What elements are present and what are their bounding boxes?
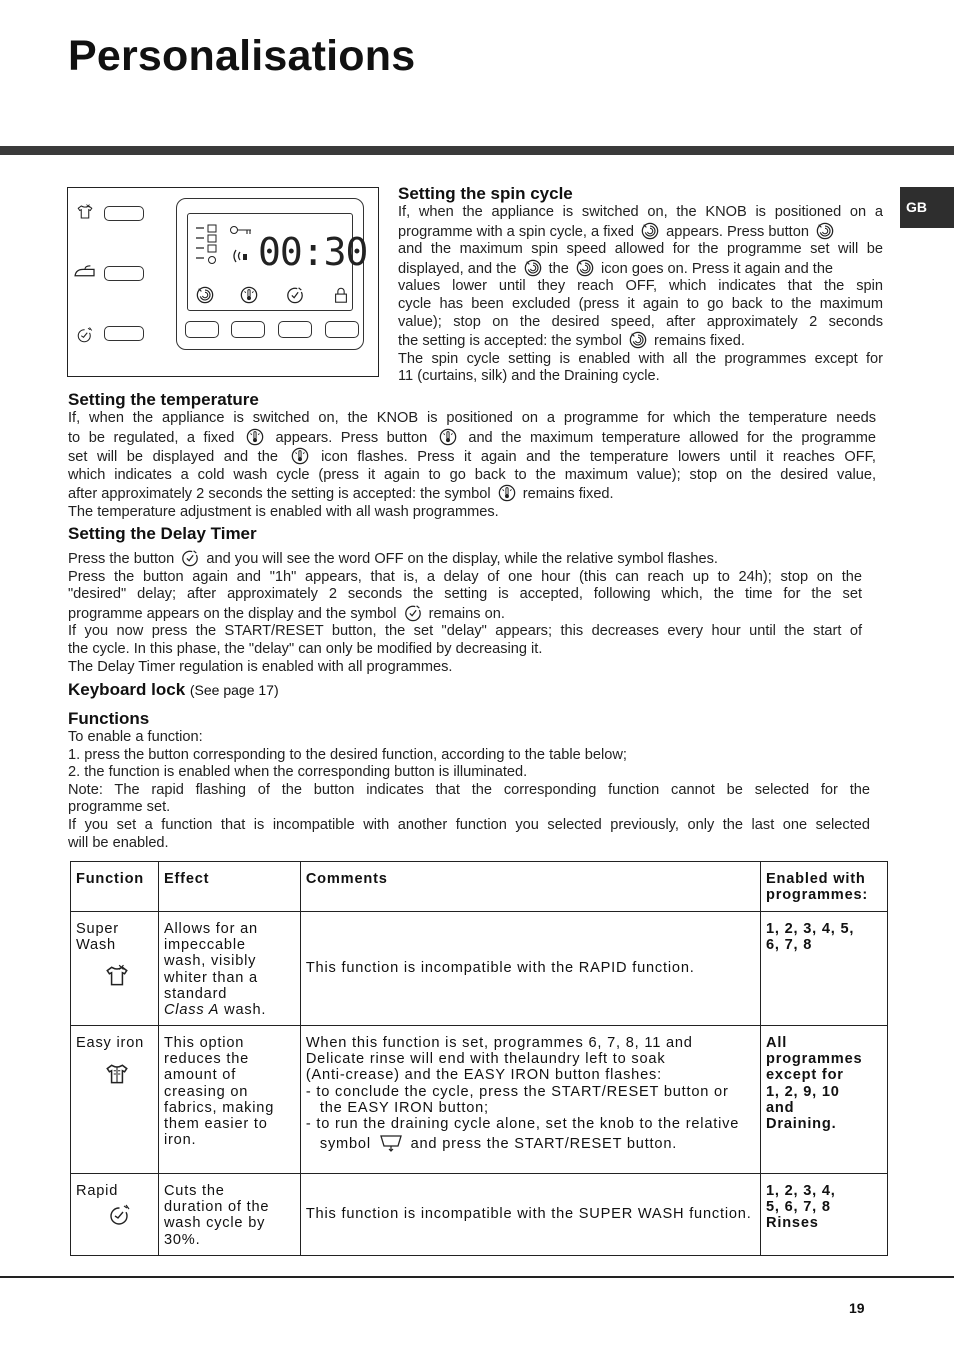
cell-line: wash cycle by: [163, 1215, 266, 1232]
display-button-2: [231, 321, 265, 338]
text-line: [398, 331, 883, 351]
cell-line: 1, 2, 3, 4,: [766, 1183, 836, 1199]
display-button-4: [325, 321, 359, 338]
table-row: [71, 1026, 888, 1174]
text-run: remains fixed.: [654, 333, 745, 350]
effect-tail: wash.: [219, 1002, 267, 1019]
text-line: [68, 428, 876, 448]
spin-icon: [628, 331, 648, 349]
cell-line: iron.: [163, 1132, 197, 1149]
text-run: to be regulated, a fixed: [68, 429, 235, 446]
cell-line: Cuts the: [163, 1183, 225, 1199]
display-thermometer-icon: [240, 286, 258, 304]
delay-paragraph: [68, 549, 862, 676]
thermometer-icon: [497, 484, 517, 502]
text-run: and the maximum spin speed allowed for the programme set will be: [398, 241, 883, 258]
spin-heading: Setting the spin cycle: [398, 184, 573, 203]
signal-icon: [232, 248, 250, 264]
cell-line: Rinses: [766, 1215, 819, 1232]
cell-line: 1, 2, 9, 10: [766, 1083, 840, 1100]
display-timer-icon: [286, 286, 304, 304]
temperature-paragraph: [68, 410, 876, 522]
text-line: [398, 368, 883, 386]
display-button-1: [185, 321, 219, 338]
header-comments: Comments: [300, 862, 760, 912]
text-run: the setting is accepted: the symbol: [398, 333, 622, 350]
keyboard-lock-title: Keyboard lock: [68, 680, 186, 699]
text-line: [68, 586, 862, 604]
spin-icon: [815, 222, 835, 240]
comment-cell: [300, 1026, 760, 1174]
spin-icon: [523, 259, 543, 277]
enabled-lines: [766, 1031, 882, 1132]
comment-last-a: - to run the draining cycle alone, set the knob to the relative symbol: [305, 1116, 740, 1153]
enabled-cell: [761, 912, 888, 1026]
text-run: "desired" delay; after approximately 2 seconds the setting is accepted, following which, the time for the set: [68, 586, 862, 603]
thermometer-icon: [438, 428, 458, 446]
comment-cell: This function is incompatible with the RAPID function.: [300, 912, 760, 1026]
text-run: Press the button again and "1h" appears, that is, a delay of one hour (this can reach up to 24h); stop on the: [68, 568, 862, 585]
text-run: appears. Press button: [666, 223, 809, 240]
delay-heading: Setting the Delay Timer: [68, 524, 257, 543]
language-tab: GB: [900, 187, 954, 228]
spin-paragraph: [398, 204, 883, 386]
text-run: set will be displayed and the: [68, 449, 278, 466]
text-run: after approximately 2 seconds the setting is accepted: the symbol: [68, 486, 491, 503]
text-run: the: [548, 260, 569, 277]
text-run: remains on.: [428, 605, 505, 622]
rapid-icon: [76, 326, 94, 344]
cell-line: fabrics, making: [163, 1099, 275, 1116]
cell-line: wash, visibly: [163, 953, 257, 970]
super-wash-icon: [104, 963, 130, 989]
table-row: [71, 912, 888, 1026]
text-run: 2. the function is enabled when the corresponding button is illuminated.: [68, 764, 528, 781]
text-run: icon goes on. Press it again and the: [601, 260, 834, 277]
enabled-text: 1, 2, 3, 4, 5, 6, 7, 8: [766, 921, 855, 954]
text-run: 11 (curtains, silk) and the Draining cycle.: [398, 368, 660, 385]
text-line: [68, 764, 870, 782]
cell-line: All: [766, 1035, 788, 1051]
text-run: and the maximum temperature allowed for the programme: [468, 429, 877, 446]
panel-display: [176, 198, 368, 350]
comment-line: Delicate rinse will end with thelaundry left to soak: [305, 1051, 666, 1068]
text-run: Note: The rapid flashing of the button indicates that the corresponding function cannot be selected for the: [68, 781, 870, 798]
text-line: [68, 817, 870, 835]
timer-icon: [180, 549, 200, 567]
text-run: If, when the appliance is switched on, the KNOB is positioned on a: [398, 204, 883, 220]
page-number: 19: [849, 1300, 865, 1316]
text-run: To enable a function:: [68, 729, 203, 745]
text-line: [398, 204, 883, 222]
keyboard-lock-heading: [68, 680, 279, 700]
table-header-row: [71, 862, 888, 912]
cell-line: duration of the: [163, 1199, 270, 1216]
text-run: which indicates a cold wash cycle (press it again to go back to the maximum value); stop on the desired value,: [68, 466, 876, 483]
text-line: [68, 747, 870, 765]
cell-line: and: [766, 1099, 795, 1116]
text-run: programme with a spin cycle, a fixed: [398, 223, 635, 240]
cell-line: except for: [766, 1067, 844, 1084]
effect-lines: [164, 1031, 295, 1148]
text-run: displayed, and the: [398, 260, 517, 277]
text-run: If you now press the START/RESET button, the set "delay" appears; this decreases every hour until the start of: [68, 623, 862, 640]
header-enabled: Enabled with programmes:: [761, 862, 888, 912]
drain-icon: [378, 1132, 404, 1152]
function-name: Super Wash: [76, 921, 119, 954]
text-run: The Delay Timer regulation is enabled with all programmes.: [68, 658, 453, 675]
cell-line: impeccable: [163, 937, 246, 954]
text-line: [68, 410, 876, 428]
function-name: Easy iron: [76, 1035, 145, 1051]
panel-button-easy-iron: [104, 266, 144, 281]
enabled-cell: [761, 1026, 888, 1174]
text-line: [68, 659, 862, 677]
text-run: If you set a function that is incompatible with another function you selected previously, only the last one selected: [68, 816, 870, 833]
control-panel-illustration: [67, 187, 379, 377]
text-run: value); stop on the desired speed, after approximately 2 seconds: [398, 313, 883, 330]
cell-line: whiter than a: [163, 969, 258, 986]
effect-text: [164, 917, 295, 1018]
cell-line: 30%.: [163, 1231, 201, 1248]
footer-divider: [0, 1276, 954, 1278]
text-run: The temperature adjustment is enabled with all wash programmes.: [68, 503, 499, 520]
keyboard-lock-ref: (See page 17): [189, 682, 279, 698]
comment-last: [306, 1116, 755, 1152]
functions-table: [70, 861, 888, 1256]
cell-line: standard: [163, 985, 228, 1002]
text-run: Press the button: [68, 551, 175, 567]
function-cell: [71, 1174, 159, 1256]
effect-cell: [158, 1026, 300, 1174]
effect-cell: [158, 1174, 300, 1256]
text-line: [398, 314, 883, 332]
text-run: will be enabled.: [68, 834, 169, 851]
text-run: programme appears on the display and the symbol: [68, 605, 397, 622]
table-row: [71, 1174, 888, 1256]
display-time: 00:30: [258, 230, 368, 274]
text-line: [398, 222, 883, 242]
header-effect: Effect: [158, 862, 300, 912]
easy-iron-icon: [72, 264, 98, 282]
text-line: [398, 259, 883, 279]
cell-line: 5, 6, 7, 8: [766, 1199, 831, 1216]
text-line: [68, 484, 876, 504]
text-line: [68, 549, 862, 569]
thermometer-icon: [245, 428, 265, 446]
text-run: cycle has been excluded (press it again to go back to the maximum: [398, 295, 883, 312]
lcd-screen: [187, 213, 368, 311]
rapid-icon: [108, 1203, 132, 1227]
text-line: [68, 504, 876, 522]
function-cell: [71, 1026, 159, 1174]
temperature-heading: Setting the temperature: [68, 390, 259, 409]
cell-line: Allows for an: [163, 921, 258, 937]
comment-lines: [306, 1035, 755, 1116]
cell-line: creasing on: [163, 1083, 249, 1100]
effect-lines: [164, 1179, 295, 1248]
header-divider: [0, 146, 954, 155]
key-icon: [230, 224, 252, 236]
text-line: [68, 799, 870, 817]
function-cell: [71, 912, 159, 1026]
text-run: and you will see the word OFF on the display, while the relative symbol flashes.: [206, 551, 718, 567]
text-line: [68, 729, 870, 747]
comment-line: When this function is set, programmes 6, 7, 8, 11 and: [305, 1035, 693, 1051]
text-line: [398, 351, 883, 369]
page-title: Personalisations: [68, 32, 416, 80]
comment-line: (Anti-crease) and the EASY IRON button flashes:: [305, 1067, 662, 1084]
panel-button-super-wash: [104, 206, 144, 221]
text-run: the cycle. In this phase, the "delay" can only be modified by decreasing it.: [68, 640, 543, 657]
text-line: [68, 782, 870, 800]
timer-icon: [403, 604, 423, 622]
comment-cell: This function is incompatible with the SUPER WASH function.: [300, 1174, 760, 1256]
text-run: icon flashes. Press it again and the temperature lowers until it reaches OFF,: [321, 449, 876, 466]
panel-button-rapid: [104, 326, 144, 341]
text-line: [68, 467, 876, 485]
comment-text: [306, 1031, 755, 1152]
cell-line: programmes: [766, 1051, 863, 1068]
text-line: [68, 569, 862, 587]
header-function: Function: [71, 862, 159, 912]
function-name: Rapid: [76, 1183, 119, 1199]
display-button-3: [278, 321, 312, 338]
spin-icon: [575, 259, 595, 277]
text-run: values lower until they reach OFF, which indicates that the spin: [398, 278, 883, 295]
comment-last-b: and press the START/RESET button.: [410, 1136, 678, 1153]
text-line: [398, 296, 883, 314]
cell-line: This option: [163, 1035, 245, 1051]
text-line: [68, 835, 870, 853]
enabled-lines: [766, 1179, 882, 1232]
display-lock-icon: [332, 286, 350, 304]
cell-line: Draining.: [766, 1116, 837, 1133]
text-run: If, when the appliance is switched on, the KNOB is positioned on a programme for which the temperature needs: [68, 410, 876, 426]
thermometer-icon: [290, 447, 310, 465]
enabled-cell: [761, 1174, 888, 1256]
text-line: [68, 623, 862, 641]
text-run: 1. press the button corresponding to the desired function, according to the table below;: [68, 746, 627, 763]
effect-italic: Class A: [163, 1002, 220, 1019]
display-spin-icon: [196, 286, 214, 304]
text-line: [68, 641, 862, 659]
cell-line: amount of: [163, 1067, 237, 1084]
effect-lines: [164, 921, 258, 1002]
text-run: The spin cycle setting is enabled with all the programmes except for: [398, 350, 883, 367]
functions-heading: Functions: [68, 709, 150, 728]
spin-icon: [640, 222, 660, 240]
functions-paragraph: [68, 729, 870, 852]
cell-line: reduces the: [163, 1051, 250, 1068]
text-line: [68, 447, 876, 467]
easy-iron-shirt-icon: [104, 1061, 130, 1087]
text-line: [68, 604, 862, 624]
text-line: [398, 278, 883, 296]
text-run: programme set.: [68, 799, 171, 816]
super-wash-icon: [76, 203, 94, 221]
text-line: [398, 241, 883, 259]
effect-cell: [158, 912, 300, 1026]
phase-icons: [194, 224, 224, 270]
text-run: appears. Press button: [275, 429, 428, 446]
cell-line: them easier to: [163, 1116, 268, 1133]
comment-line: - to conclude the cycle, press the START/RESET button or the EASY IRON button;: [305, 1083, 729, 1116]
text-run: remains fixed.: [522, 486, 614, 503]
